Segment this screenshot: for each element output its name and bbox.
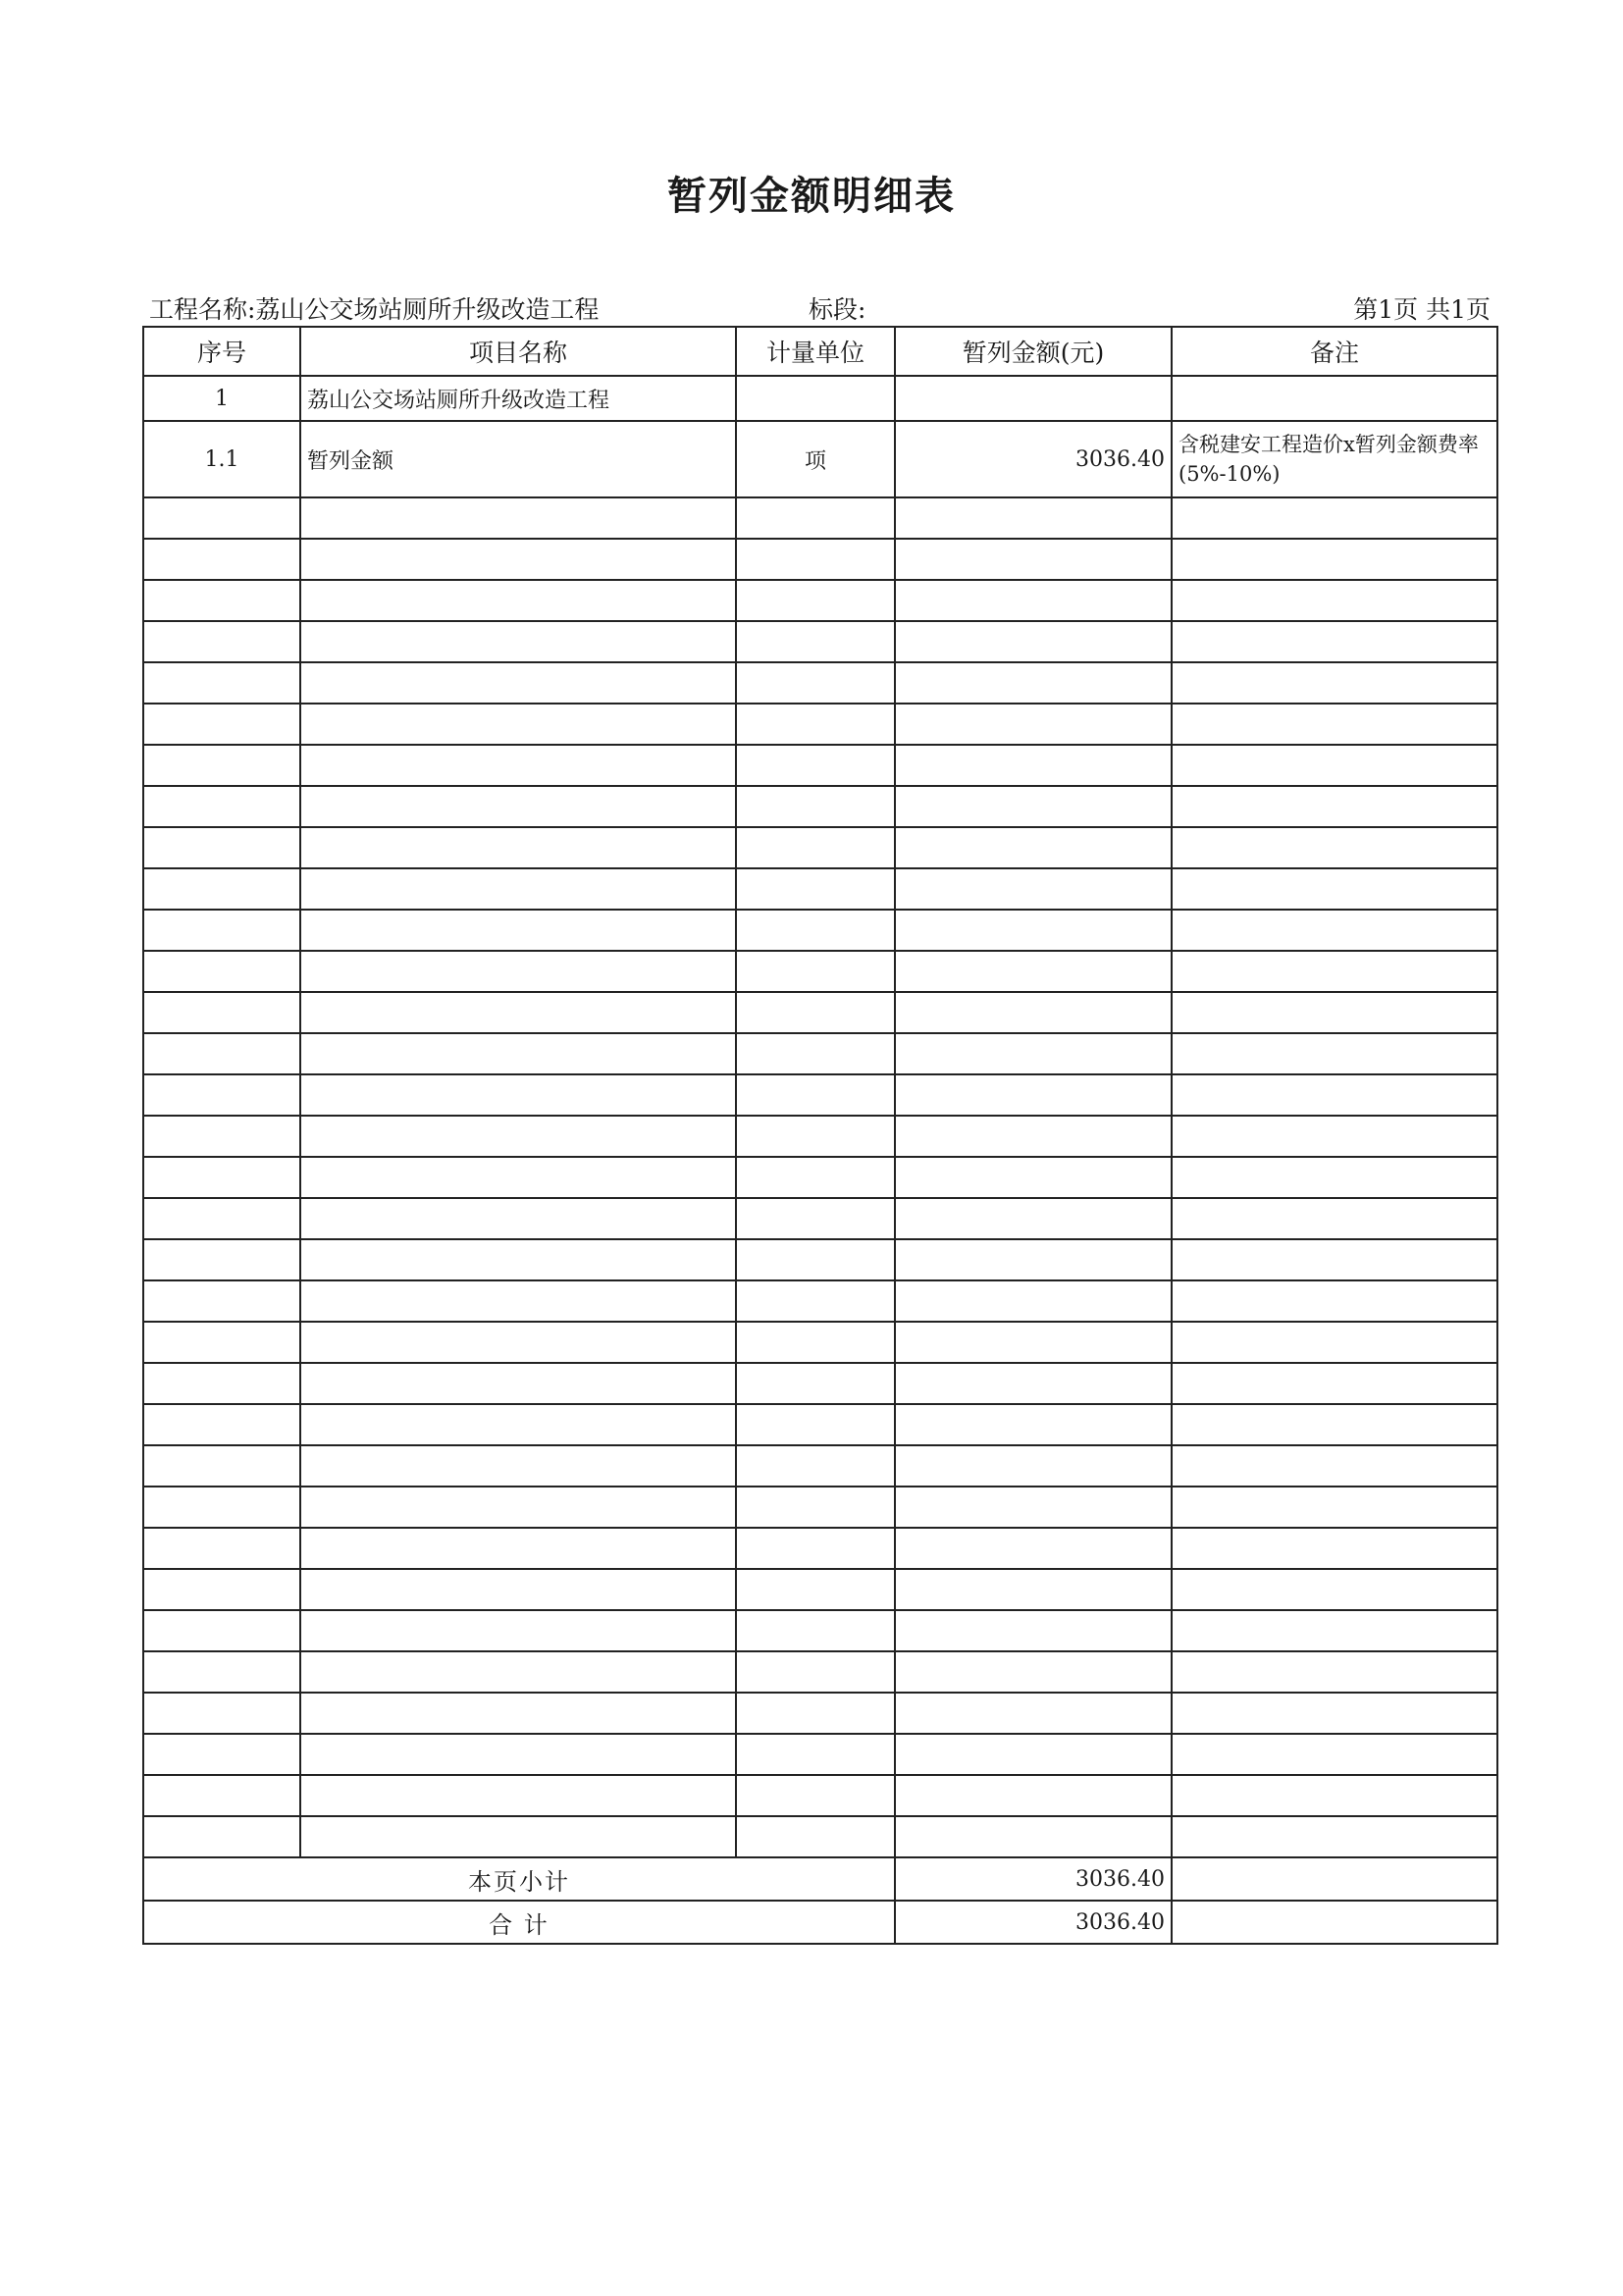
- cell-item-name: [300, 1693, 736, 1734]
- header-seq: 序号: [143, 327, 300, 376]
- cell-amount: [895, 745, 1172, 786]
- cell-unit: [736, 1734, 895, 1775]
- total-label: 合 计: [143, 1901, 895, 1944]
- cell-seq: 1.1: [143, 421, 300, 497]
- table-row: [143, 1610, 1497, 1651]
- cell-item-name: [300, 621, 736, 662]
- cell-amount: [895, 704, 1172, 745]
- table-row: [143, 1693, 1497, 1734]
- cell-amount: [895, 1610, 1172, 1651]
- cell-note: [1172, 1693, 1497, 1734]
- cell-note: [1172, 992, 1497, 1033]
- cell-unit: [736, 827, 895, 868]
- total-note: [1172, 1901, 1497, 1944]
- table-row: [143, 786, 1497, 827]
- table-row: [143, 1651, 1497, 1693]
- cell-seq: [143, 1816, 300, 1857]
- cell-seq: [143, 1734, 300, 1775]
- cell-unit: [736, 1487, 895, 1528]
- cell-note: [1172, 1322, 1497, 1363]
- cell-unit: [736, 786, 895, 827]
- cell-seq: [143, 1033, 300, 1074]
- cell-seq: [143, 1157, 300, 1198]
- cell-item-name: [300, 1445, 736, 1487]
- cell-amount: [895, 1734, 1172, 1775]
- cell-item-name: [300, 1487, 736, 1528]
- cell-seq: [143, 1322, 300, 1363]
- cell-amount: [895, 1074, 1172, 1116]
- cell-note: [1172, 1280, 1497, 1322]
- subtotal-amount: 3036.40: [895, 1857, 1172, 1901]
- cell-seq: [143, 1528, 300, 1569]
- cell-unit: [736, 1651, 895, 1693]
- cell-note: [1172, 1651, 1497, 1693]
- cell-amount: [895, 539, 1172, 580]
- table-row: [143, 1775, 1497, 1816]
- subtotal-note: [1172, 1857, 1497, 1901]
- cell-amount: [895, 1528, 1172, 1569]
- cell-note: [1172, 1033, 1497, 1074]
- cell-seq: [143, 1651, 300, 1693]
- cell-unit: [736, 1239, 895, 1280]
- table-row: [143, 1363, 1497, 1404]
- cell-seq: [143, 1363, 300, 1404]
- cell-item-name: [300, 539, 736, 580]
- cell-item-name: [300, 910, 736, 951]
- cell-unit: [736, 1569, 895, 1610]
- cell-seq: [143, 1487, 300, 1528]
- cell-note: [1172, 1363, 1497, 1404]
- cell-unit: [736, 992, 895, 1033]
- cell-amount: [895, 1116, 1172, 1157]
- table-row: [143, 662, 1497, 704]
- cell-note: [1172, 497, 1497, 539]
- table-row: [143, 1239, 1497, 1280]
- cell-item-name: [300, 1239, 736, 1280]
- cell-item-name: [300, 951, 736, 992]
- cell-unit: [736, 1033, 895, 1074]
- cell-seq: [143, 992, 300, 1033]
- cell-note: [1172, 827, 1497, 868]
- cell-seq: [143, 951, 300, 992]
- cell-note: [1172, 745, 1497, 786]
- cell-note: [1172, 1074, 1497, 1116]
- cell-amount: [895, 992, 1172, 1033]
- table-row: [143, 1487, 1497, 1528]
- cell-seq: [143, 580, 300, 621]
- table-row: [143, 1528, 1497, 1569]
- table-row: [143, 421, 1497, 497]
- cell-note: [1172, 662, 1497, 704]
- cell-item-name: [300, 1816, 736, 1857]
- cell-unit: [736, 1198, 895, 1239]
- cell-note: [1172, 1816, 1497, 1857]
- header-unit: 计量单位: [736, 327, 895, 376]
- cell-unit: [736, 704, 895, 745]
- cell-amount: [895, 1280, 1172, 1322]
- cell-unit: [736, 621, 895, 662]
- cell-seq: [143, 662, 300, 704]
- cell-note: [1172, 1775, 1497, 1816]
- cell-note: 含税建安工程造价x暂列金额费率(5%-10%): [1172, 421, 1497, 497]
- table-row: [143, 992, 1497, 1033]
- cell-amount: [895, 1157, 1172, 1198]
- cell-seq: [143, 910, 300, 951]
- cell-note: [1172, 786, 1497, 827]
- cell-item-name: [300, 827, 736, 868]
- cell-amount: [895, 1322, 1172, 1363]
- document-title: 暂列金额明细表: [667, 174, 956, 219]
- cell-unit: [736, 539, 895, 580]
- cell-item-name: 荔山公交场站厕所升级改造工程: [300, 376, 736, 421]
- cell-note: [1172, 868, 1497, 910]
- table-row: [143, 539, 1497, 580]
- cell-note: [1172, 1239, 1497, 1280]
- cell-amount: [895, 1693, 1172, 1734]
- table-row: [143, 1116, 1497, 1157]
- cell-note: [1172, 951, 1497, 992]
- cell-note: [1172, 1528, 1497, 1569]
- table-row: [143, 1033, 1497, 1074]
- cell-seq: [143, 1693, 300, 1734]
- cell-note: [1172, 910, 1497, 951]
- cell-item-name: [300, 868, 736, 910]
- cell-seq: [143, 497, 300, 539]
- cell-note: [1172, 1734, 1497, 1775]
- section-label: 标段:: [809, 295, 866, 324]
- page-indicator: 第1页 共1页: [1353, 295, 1491, 324]
- table-row: [143, 1569, 1497, 1610]
- cell-note: [1172, 704, 1497, 745]
- cell-unit: [736, 1816, 895, 1857]
- cell-item-name: [300, 1528, 736, 1569]
- cell-amount: [895, 827, 1172, 868]
- cell-item-name: [300, 786, 736, 827]
- table-row: [143, 1157, 1497, 1198]
- table-row: [143, 376, 1497, 421]
- cell-unit: [736, 1280, 895, 1322]
- cell-seq: [143, 786, 300, 827]
- cell-seq: 1: [143, 376, 300, 421]
- cell-seq: [143, 1569, 300, 1610]
- header-row: [143, 327, 1497, 376]
- cell-amount: [895, 662, 1172, 704]
- table-row: [143, 827, 1497, 868]
- cell-item-name: [300, 497, 736, 539]
- cell-amount: [895, 497, 1172, 539]
- cell-item-name: [300, 1280, 736, 1322]
- table-row: [143, 1074, 1497, 1116]
- cell-item-name: [300, 745, 736, 786]
- table-row: [143, 621, 1497, 662]
- cell-unit: [736, 497, 895, 539]
- cell-amount: [895, 1569, 1172, 1610]
- cell-amount: [895, 1363, 1172, 1404]
- cell-unit: [736, 1074, 895, 1116]
- cell-note: [1172, 1157, 1497, 1198]
- cell-note: [1172, 1404, 1497, 1445]
- cell-amount: [895, 868, 1172, 910]
- cell-unit: 项: [736, 421, 895, 497]
- header-amount: 暂列金额(元): [895, 327, 1172, 376]
- cell-item-name: [300, 1033, 736, 1074]
- header-item-name: 项目名称: [300, 327, 736, 376]
- cell-item-name: [300, 1322, 736, 1363]
- cell-unit: [736, 1404, 895, 1445]
- cell-unit: [736, 910, 895, 951]
- cell-amount: [895, 910, 1172, 951]
- cell-amount: [895, 1198, 1172, 1239]
- header-note: 备注: [1172, 327, 1497, 376]
- cell-seq: [143, 745, 300, 786]
- cell-note: [1172, 539, 1497, 580]
- cell-note: [1172, 1445, 1497, 1487]
- cell-amount: [895, 1775, 1172, 1816]
- cell-item-name: [300, 1157, 736, 1198]
- cell-amount: 3036.40: [895, 421, 1172, 497]
- cell-amount: [895, 1487, 1172, 1528]
- cell-amount: [895, 1651, 1172, 1693]
- cell-item-name: [300, 992, 736, 1033]
- cell-seq: [143, 1445, 300, 1487]
- cell-seq: [143, 1198, 300, 1239]
- table-row: [143, 1734, 1497, 1775]
- cell-note: [1172, 1116, 1497, 1157]
- table-row: [143, 704, 1497, 745]
- cell-amount: [895, 1033, 1172, 1074]
- table-row: [143, 910, 1497, 951]
- cell-unit: [736, 1445, 895, 1487]
- cell-unit: [736, 1693, 895, 1734]
- cell-seq: [143, 1074, 300, 1116]
- cell-item-name: [300, 1734, 736, 1775]
- cell-item-name: [300, 704, 736, 745]
- cell-seq: [143, 868, 300, 910]
- cell-note: [1172, 621, 1497, 662]
- project-name: 工程名称:荔山公交场站厕所升级改造工程: [149, 295, 600, 324]
- cell-amount: [895, 786, 1172, 827]
- table-row: [143, 1280, 1497, 1322]
- table-row: [143, 1404, 1497, 1445]
- cell-unit: [736, 1528, 895, 1569]
- cell-seq: [143, 704, 300, 745]
- cell-amount: [895, 1404, 1172, 1445]
- cell-item-name: [300, 1198, 736, 1239]
- cell-unit: [736, 951, 895, 992]
- table-row: [143, 1445, 1497, 1487]
- subtotal-row: [143, 1857, 1497, 1901]
- cell-note: [1172, 1487, 1497, 1528]
- cell-seq: [143, 1610, 300, 1651]
- table-row: [143, 745, 1497, 786]
- table-row: [143, 580, 1497, 621]
- cell-seq: [143, 1116, 300, 1157]
- cell-amount: [895, 1816, 1172, 1857]
- total-amount: 3036.40: [895, 1901, 1172, 1944]
- subtotal-label: 本页小计: [143, 1857, 895, 1901]
- cell-unit: [736, 376, 895, 421]
- cell-item-name: [300, 662, 736, 704]
- cell-seq: [143, 827, 300, 868]
- cell-item-name: [300, 580, 736, 621]
- cell-item-name: [300, 1116, 736, 1157]
- cell-unit: [736, 580, 895, 621]
- cell-unit: [736, 1775, 895, 1816]
- table-row: [143, 1198, 1497, 1239]
- cell-amount: [895, 580, 1172, 621]
- cell-item-name: [300, 1074, 736, 1116]
- cell-item-name: [300, 1651, 736, 1693]
- cell-seq: [143, 1404, 300, 1445]
- cell-seq: [143, 621, 300, 662]
- cell-note: [1172, 1198, 1497, 1239]
- table-row: [143, 951, 1497, 992]
- cell-seq: [143, 1775, 300, 1816]
- cell-item-name: [300, 1775, 736, 1816]
- cell-item-name: [300, 1569, 736, 1610]
- cell-seq: [143, 1280, 300, 1322]
- cell-seq: [143, 539, 300, 580]
- cell-item-name: [300, 1404, 736, 1445]
- total-row: [143, 1901, 1497, 1944]
- cell-note: [1172, 376, 1497, 421]
- cell-amount: [895, 621, 1172, 662]
- provisional-sum-table: [142, 326, 1498, 1945]
- cell-note: [1172, 1569, 1497, 1610]
- cell-unit: [736, 745, 895, 786]
- cell-amount: [895, 951, 1172, 992]
- cell-item-name: [300, 1363, 736, 1404]
- cell-unit: [736, 1363, 895, 1404]
- table-row: [143, 868, 1497, 910]
- cell-unit: [736, 662, 895, 704]
- cell-unit: [736, 1116, 895, 1157]
- cell-seq: [143, 1239, 300, 1280]
- cell-amount: [895, 376, 1172, 421]
- cell-unit: [736, 1610, 895, 1651]
- cell-unit: [736, 1322, 895, 1363]
- cell-item-name: 暂列金额: [300, 421, 736, 497]
- cell-item-name: [300, 1610, 736, 1651]
- cell-amount: [895, 1445, 1172, 1487]
- cell-amount: [895, 1239, 1172, 1280]
- cell-unit: [736, 1157, 895, 1198]
- cell-note: [1172, 1610, 1497, 1651]
- table-row: [143, 1322, 1497, 1363]
- table-row: [143, 1816, 1497, 1857]
- cell-note: [1172, 580, 1497, 621]
- cell-unit: [736, 868, 895, 910]
- table-row: [143, 497, 1497, 539]
